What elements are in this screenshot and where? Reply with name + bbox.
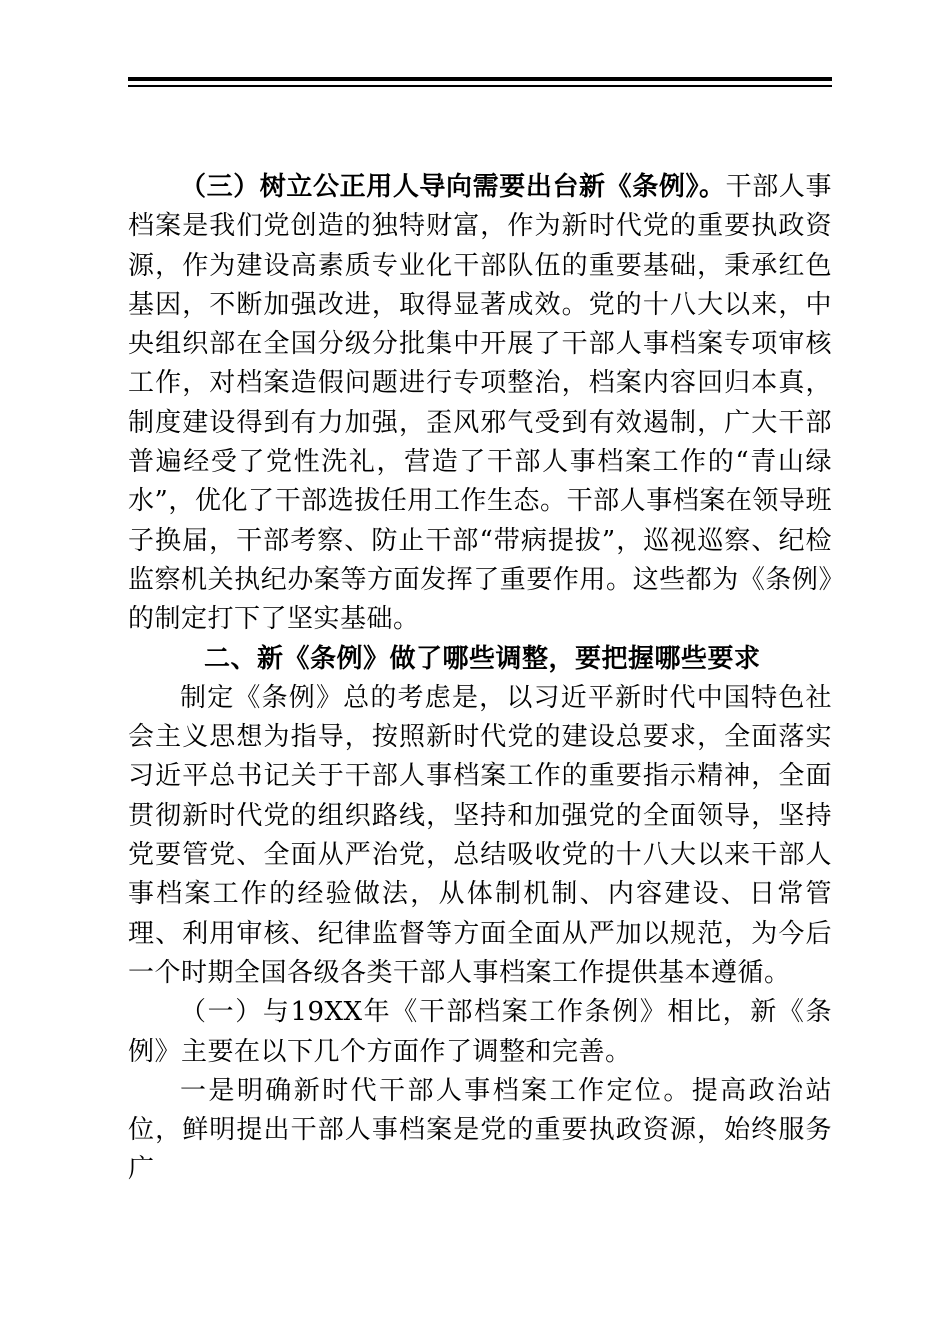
section-3-title: （三）树立公正用人导向需要出台新《条例》。 [180,172,726,202]
section-2-heading: 二、新《条例》做了哪些调整，要把握哪些要求 [204,643,761,674]
overview-paragraph: 制定《条例》总的考虑是，以习近平新时代中国特色社会主义思想为指导，按照新时代党的建设总要求，全面落实习近平总书记关于干部人事档案工作的重要指示精神，全面贯彻新时代党的组织路线，坚持和加强党的全面领导，坚持党要管党、全面从严治党，总结吸收党的十八大以来干部人事档案工作的经验做法，从体制机制、内容建设、日常管理、利用审核、纪律监督等方面全面从严加以规范，为今后一个时期全国各级各类干部人事档案工作提供基本遵循。 [128,682,832,988]
section-3-body: 干部人事档案是我们党创造的独特财富，作为新时代党的重要执政资源，作为建设高素质专业化干部队伍的重要基础，秉承红色基因，不断加强改进，取得显著成效。党的十八大以来，中央组织部在全国分级分批集中开展了干部人事档案专项审核工作，对档案造假问题进行专项整治，档案内容回归本真，制度建设得到有力加强，歪风邪气受到有效遏制，广大干部普遍经受了党性洗礼，营造了干部人事档案工作的“青山绿水”，优化了干部选拔任用工作生态。干部人事档案在领导班子换届，干部考察、防止干部“带病提拔”，巡视巡察、纪检监察机关执纪办案等方面发挥了重要作用。这些都为《条例》的制定打下了坚实基础。 [128,172,832,635]
point-1-paragraph: 一是明确新时代干部人事档案工作定位。提高政治站位，鲜明提出干部人事档案是党的重要执政资源，始终服务广 [128,1075,832,1185]
header-rule-thick [128,77,832,81]
header-double-rule [128,77,832,88]
document-body [128,168,832,1190]
header-rule-thin [128,85,832,87]
subsection-1-paragraph: （一）与19XX年《干部档案工作条例》相比，新《条例》主要在以下几个方面作了调整和完善。 [128,997,832,1067]
section-3-paragraph [128,168,832,640]
